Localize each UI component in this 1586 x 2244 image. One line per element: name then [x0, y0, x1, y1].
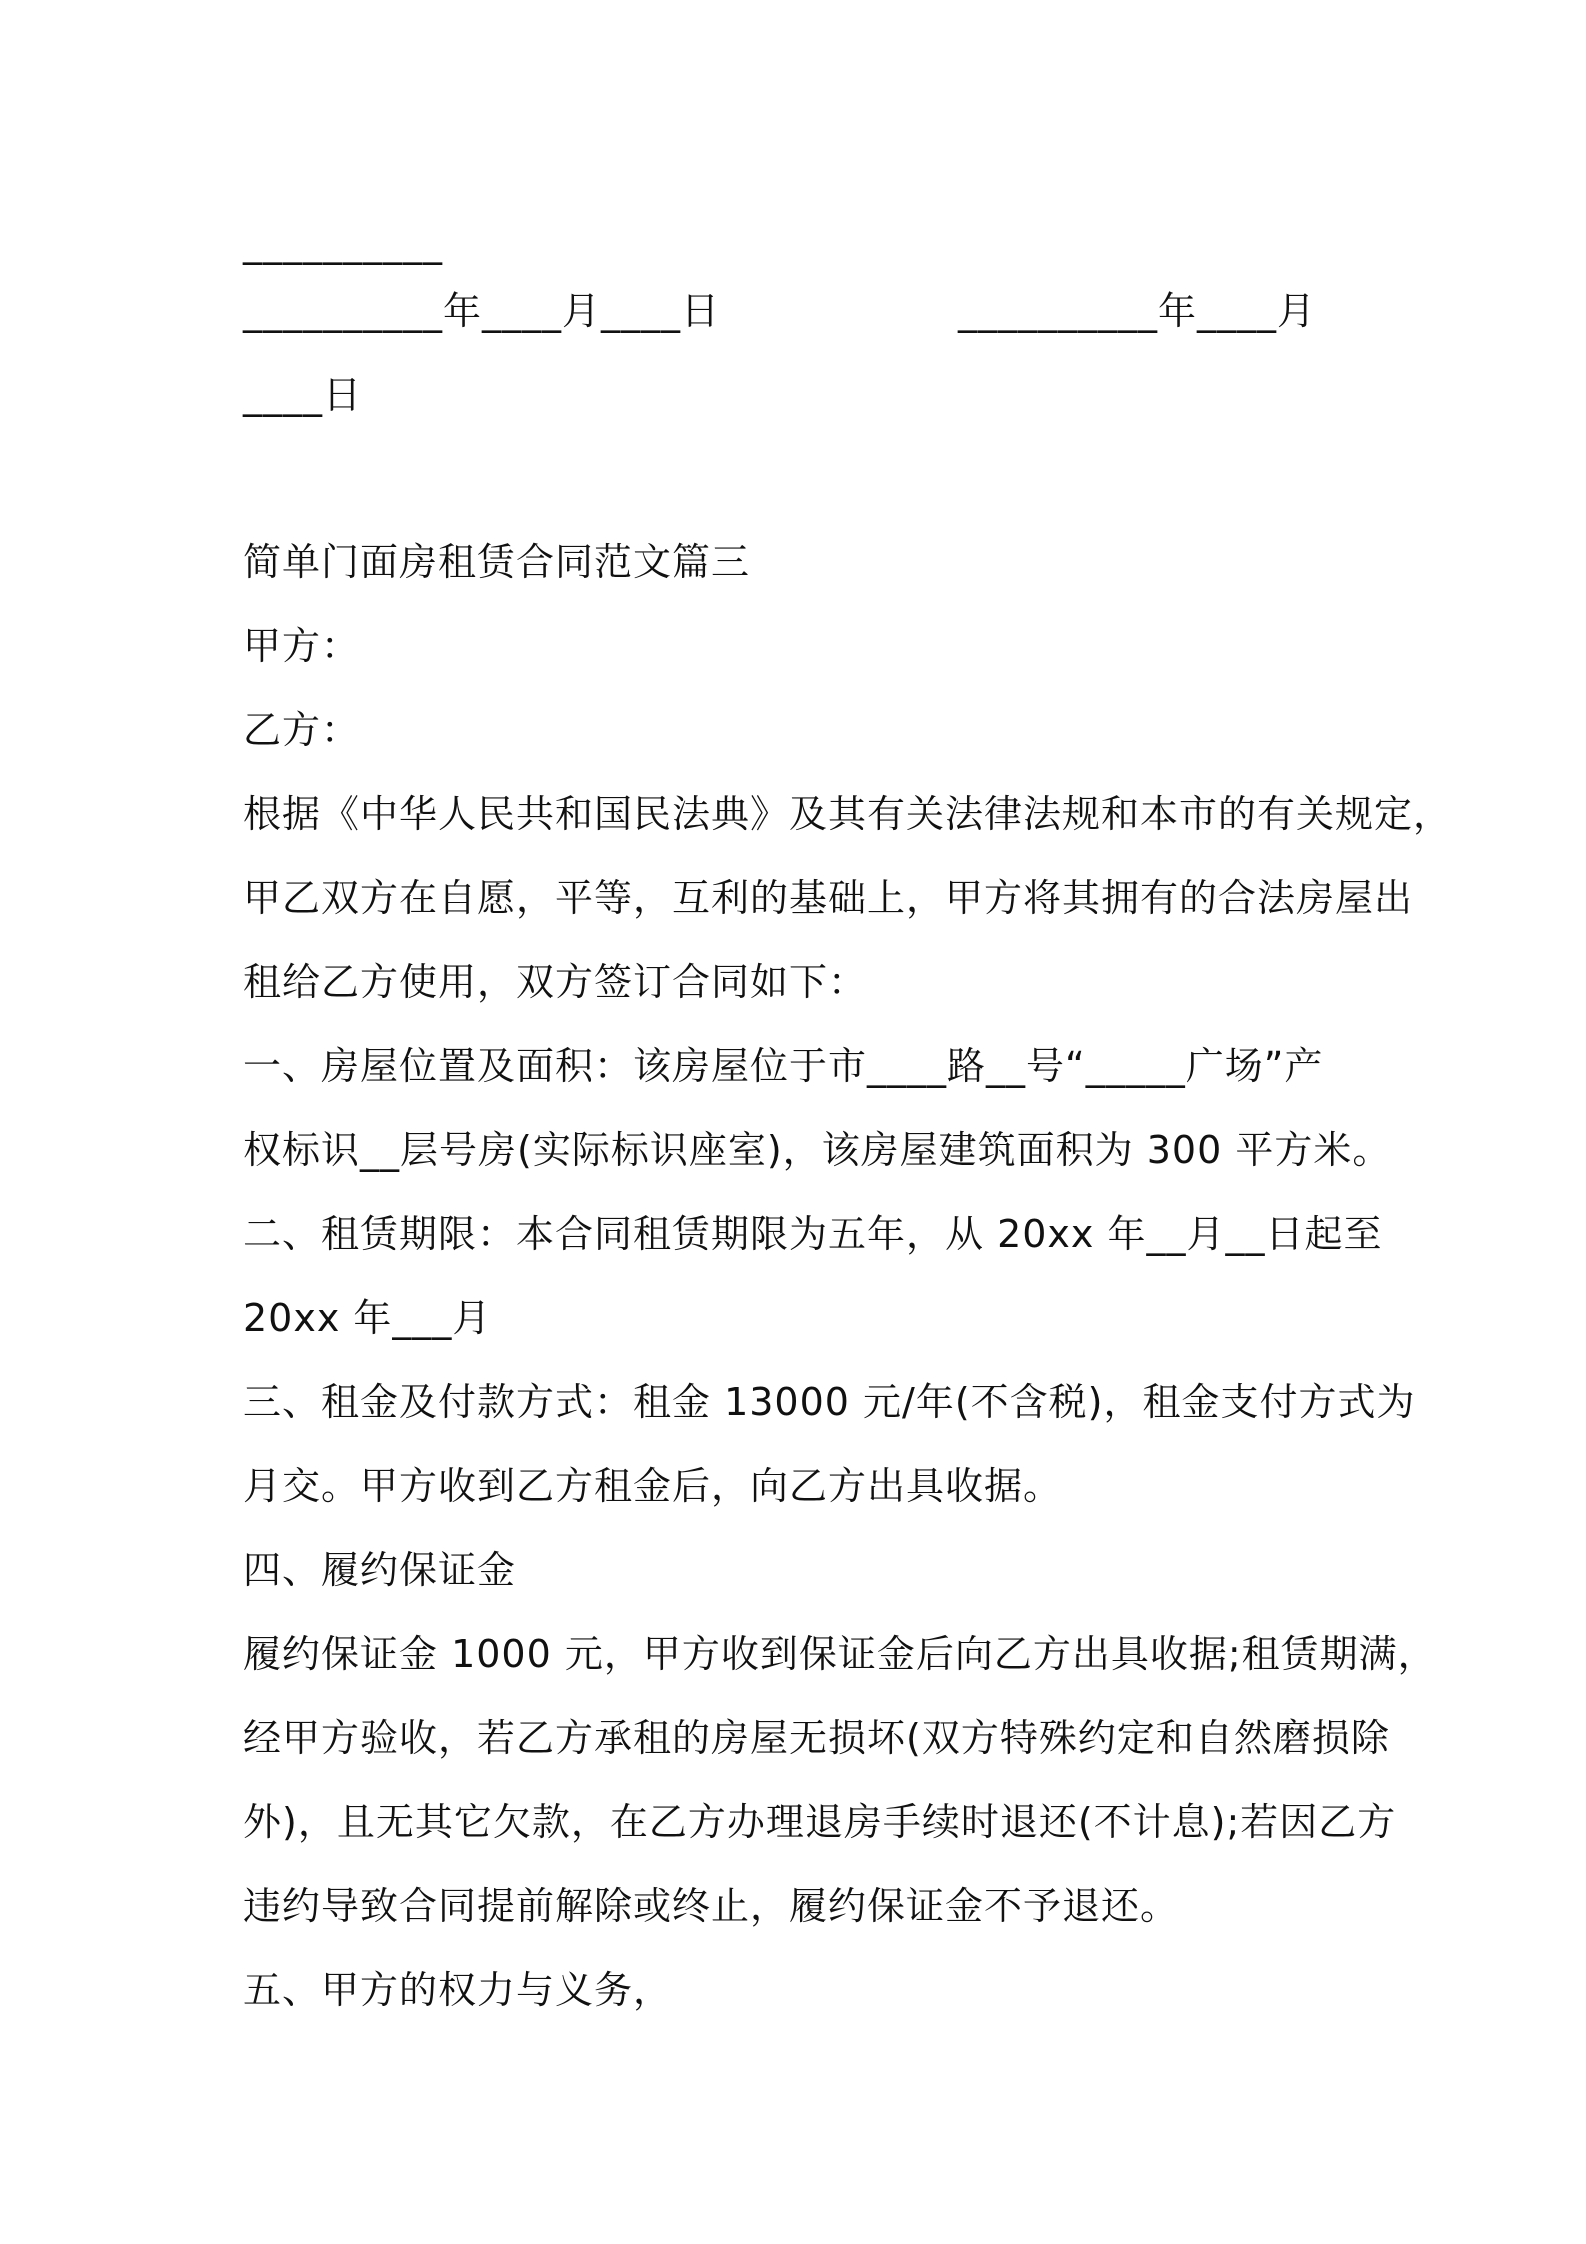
party-a-label: 甲方：: [243, 624, 361, 668]
clause-4-line: 违约导致合同提前解除或终止，履约保证金不予退还。: [243, 1884, 1180, 1928]
clause-5-title: 五、甲方的权力与义务，: [243, 1968, 673, 2012]
signature-blank-line: __________: [243, 221, 443, 265]
intro-paragraph-line: 甲乙双方在自愿，平等，互利的基础上，甲方将其拥有的合法房屋出: [243, 876, 1414, 920]
clause-4-line: 履约保证金 1000 元，甲方收到保证金后向乙方出具收据;租赁期满，: [243, 1632, 1437, 1676]
clause-1-line: 权标识__层号房(实际标识座室)，该房屋建筑面积为 300 平方米。: [243, 1128, 1392, 1172]
clause-1-line: 一、房屋位置及面积：该房屋位于市____路__号“_____广场”产: [243, 1044, 1324, 1088]
signature-date-left: __________年____月____日: [243, 289, 721, 333]
clause-4-line: 经甲方验收，若乙方承租的房屋无损坏(双方特殊约定和自然磨损除: [243, 1716, 1390, 1760]
party-b-label: 乙方：: [243, 708, 361, 752]
clause-3-line: 月交。甲方收到乙方租金后，向乙方出具收据。: [243, 1464, 1063, 1508]
document-title: 简单门面房租赁合同范文篇三: [243, 540, 751, 584]
clause-3-line: 三、租金及付款方式：租金 13000 元/年(不含税)，租金支付方式为: [243, 1380, 1416, 1424]
signature-date-right: __________年____月: [958, 289, 1317, 333]
clause-2-line: 二、租赁期限：本合同租赁期限为五年，从 20xx 年__月__日起至: [243, 1212, 1383, 1256]
intro-paragraph-line: 租给乙方使用，双方签订合同如下：: [243, 960, 868, 1004]
clause-2-line: 20xx 年___月: [243, 1296, 492, 1340]
clause-4-line: 外)，且无其它欠款，在乙方办理退房手续时退还(不计息);若因乙方: [243, 1800, 1397, 1844]
clause-4-title: 四、履约保证金: [243, 1548, 517, 1592]
intro-paragraph-line: 根据《中华人民共和国民法典》及其有关法律法规和本市的有关规定，: [243, 792, 1453, 836]
signature-date-right-day: ____日: [243, 373, 363, 417]
